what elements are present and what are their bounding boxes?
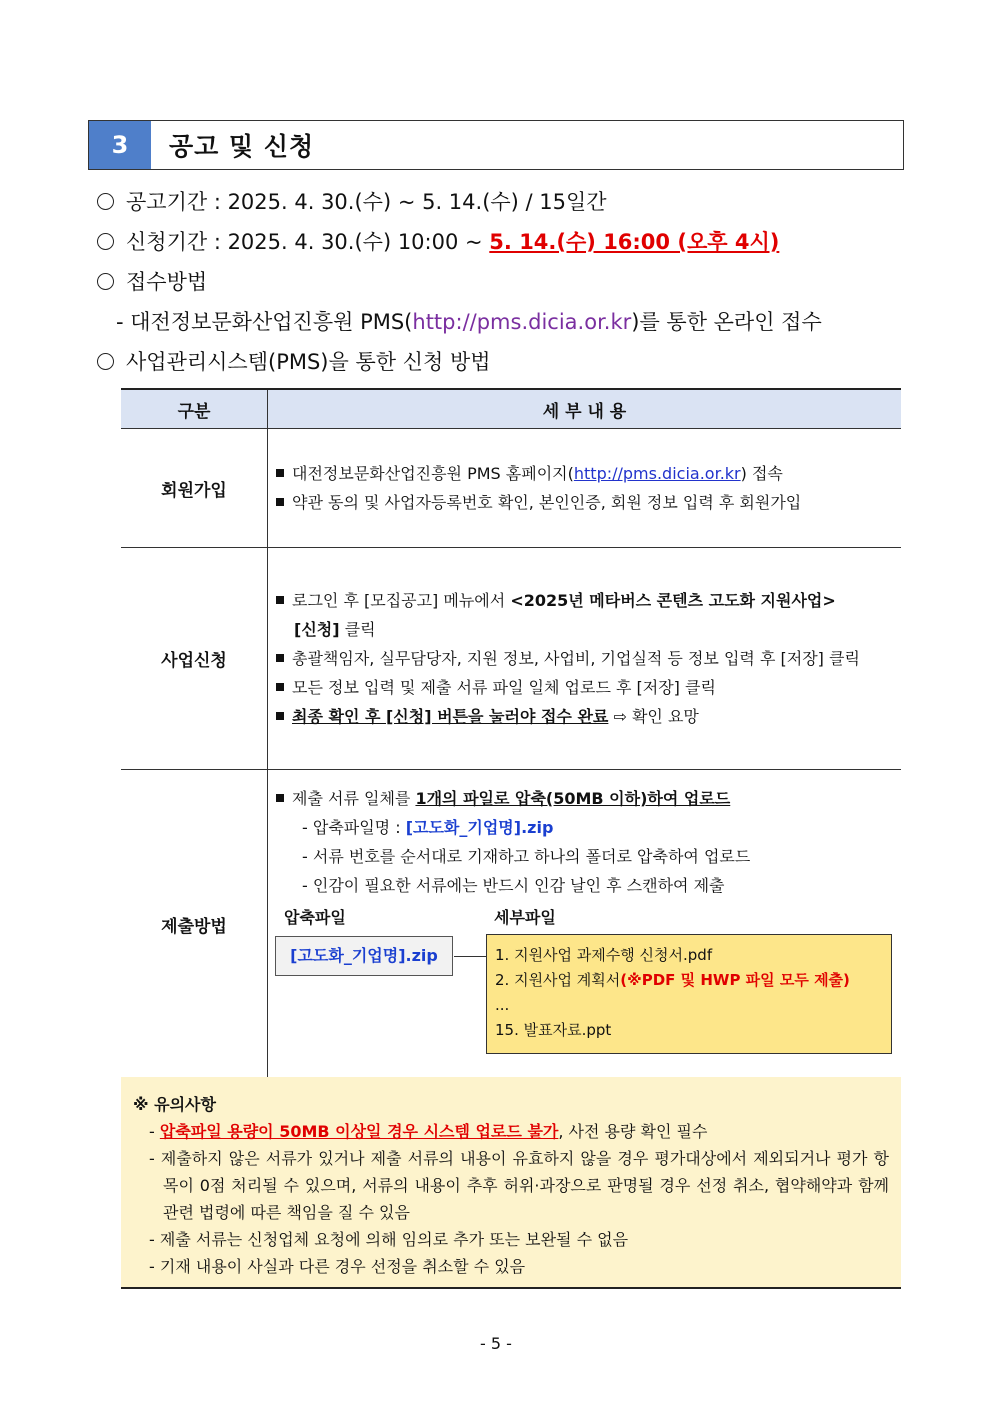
row-label: 사업신청 (121, 548, 268, 770)
row-label: 회원가입 (121, 429, 268, 548)
detail-label: 세부파일 (494, 908, 556, 927)
note-item: - 제출하지 않은 서류가 있거나 제출 서류의 내용이 유효하지 않을 경우 평가대상에서 제외되거나 평가 항목이 0점 처리될 수 있으며, 서류의 내용이 추후 허위·과장으로 판명될 경우 선정 취소, 협약해약과 함께 관련 법령에 따른 책임을 질 수 있음 (149, 1149, 889, 1222)
pms-heading: 사업관리시스템(PMS)을 통한 신청 방법 (97, 346, 491, 376)
notes-title: ※ 유의사항 (133, 1095, 216, 1114)
square-bullet-icon (276, 596, 284, 604)
notes-box (121, 1077, 901, 1289)
announcement-period: 공고기간 : 2025. 4. 30.(수) ~ 5. 14.(수) / 15일간 (97, 186, 607, 216)
col-header-detail: 세 부 내 용 (268, 389, 902, 429)
square-bullet-icon (276, 654, 284, 662)
note-item: - 제출 서류는 신청업체 요청에 의해 임의로 추가 또는 보완될 수 없음 (149, 1230, 629, 1249)
table-row-submit: 제출방법 제출 서류 일체를 1개의 파일로 압축(50MB 이하)하여 업로드 - 압축파일명 : [고도화_기업명].zip - 서류 번호를 순서대로 기재하고 하나의 폴더로 압축하여 업로드 - 인감이 필요한 서류에는 반드시 인감 날인 후 스캔하여 제출 압축파일 세부파일 [고도화_기업명].zip 1. 지원사업 과제수행 신청서.pdf 2. 지원사업 계획서(※PDF 및 HWP 파일 모두 제출) ... 15. 발표자료.ppt (121, 770, 901, 1079)
square-bullet-icon (276, 498, 284, 506)
note-item: - 압축파일 용량이 50MB 이상일 경우 시스템 업로드 불가, 사전 용량 확인 필수 (149, 1122, 708, 1141)
section-number: 3 (89, 121, 151, 169)
pms-link[interactable]: http://pms.dicia.or.kr (573, 464, 741, 483)
connector-line (454, 956, 486, 957)
circle-bullet-icon (97, 193, 114, 210)
zip-file-box: [고도화_기업명].zip (275, 936, 453, 976)
reception-method: 접수방법 (97, 266, 207, 296)
zip-label: 압축파일 (284, 908, 346, 927)
application-period: 신청기간 : 2025. 4. 30.(수) 10:00 ~ 5. 14.(수) 16:00 (오후 4시) (97, 226, 779, 256)
pms-url[interactable]: http://pms.dicia.or.kr (412, 310, 632, 334)
circle-bullet-icon (97, 233, 114, 250)
square-bullet-icon (276, 712, 284, 720)
application-table (121, 388, 901, 1079)
note-item: - 기재 내용이 사실과 다른 경우 선정을 취소할 수 있음 (149, 1257, 526, 1276)
deadline-highlight: 5. 14.(수) 16:00 (오후 4시) (489, 230, 780, 254)
circle-bullet-icon (97, 273, 114, 290)
table-row-apply: 사업신청 로그인 후 [모집공고] 메뉴에서 <2025년 메타버스 콘텐츠 고도화 지원사업> [신청] 클릭 총괄책임자, 실무담당자, 지원 정보, 사업비, 기업실적 등 정보 입력 후 [저장] 클릭 모든 정보 입력 및 제출 서류 파일 일체 업로드 후 [저장] 클릭 최종 확인 후 [신청] 버튼을 눌러야 접수 완료 ⇨ 확인 요망 (121, 548, 901, 770)
square-bullet-icon (276, 683, 284, 691)
section-header (88, 120, 904, 170)
col-header-category: 구분 (121, 389, 268, 429)
square-bullet-icon (276, 794, 284, 802)
table-row-join: 회원가입 대전정보문화산업진흥원 PMS 홈페이지(http://pms.dicia.or.kr) 접속 약관 동의 및 사업자등록번호 확인, 본인인증, 회원 정보 입력 후 회원가입 (121, 429, 901, 548)
reception-detail: - 대전정보문화산업진흥원 PMS(http://pms.dicia.or.kr)를 통한 온라인 접수 (116, 310, 822, 334)
square-bullet-icon (276, 469, 284, 477)
page-number: - 5 - (480, 1334, 512, 1353)
row-label: 제출방법 (121, 770, 268, 1079)
detail-files-box: 1. 지원사업 과제수행 신청서.pdf 2. 지원사업 계획서(※PDF 및 HWP 파일 모두 제출) ... 15. 발표자료.ppt (486, 934, 892, 1054)
circle-bullet-icon (97, 353, 114, 370)
section-title: 공고 및 신청 (169, 132, 315, 161)
